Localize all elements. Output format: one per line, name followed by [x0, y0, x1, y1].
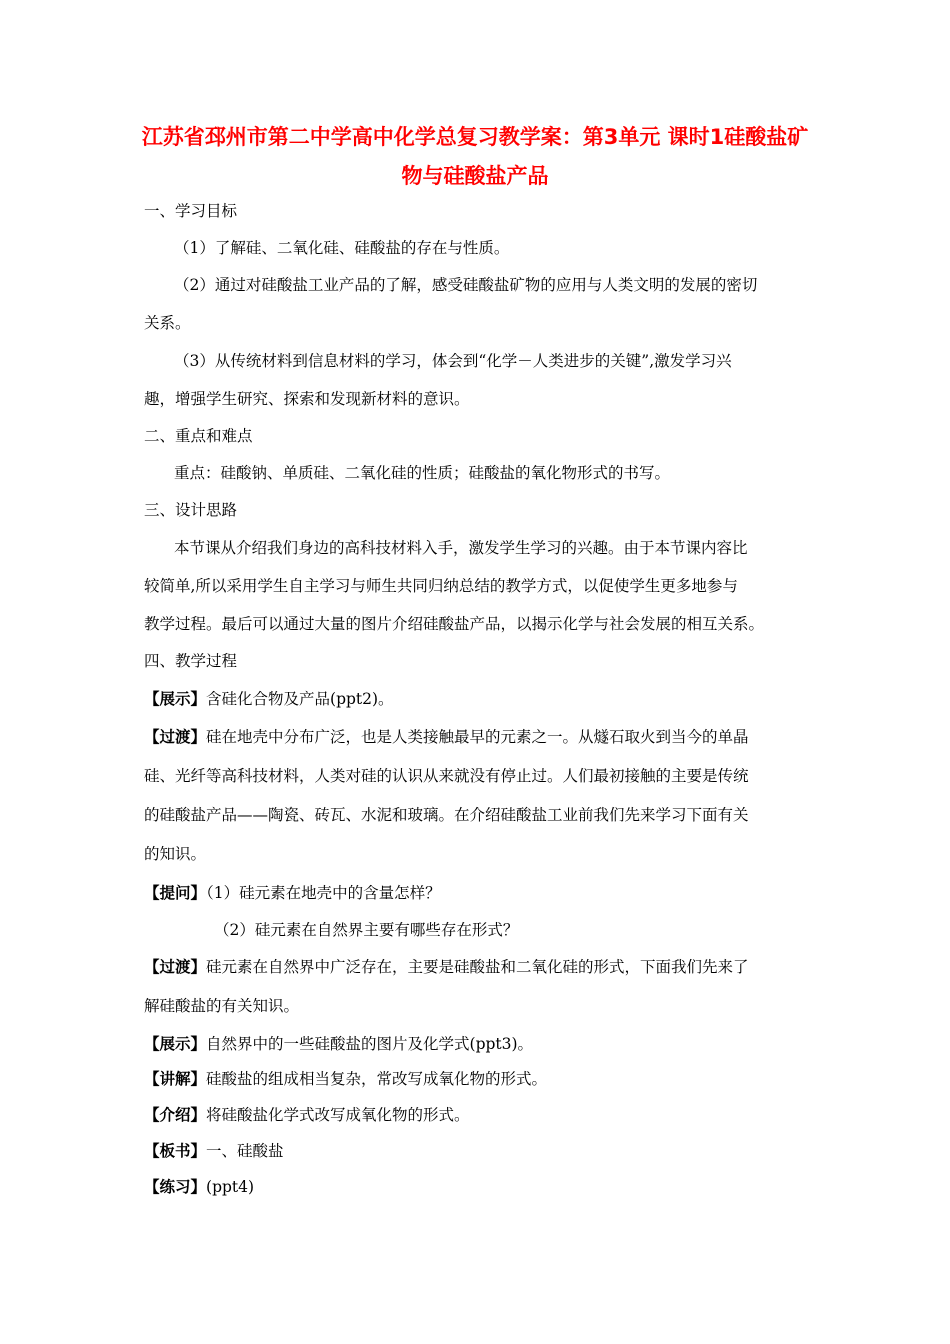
process-line [144, 805, 814, 825]
process-tag: 【展示】 [144, 690, 207, 708]
goal-3-line-1: （3）从传统材料到信息材料的学习，体会到“化学－人类进步的关键”,激发学习兴 [174, 352, 732, 370]
process-text: 的知识。 [144, 845, 207, 863]
process-text: 硅元素在自然界中广泛存在，主要是硅酸盐和二氧化硅的形式，下面我们先来了 [206, 958, 749, 976]
process-text: 含硅化合物及产品(ppt2)。 [206, 690, 394, 708]
process-line [144, 689, 814, 709]
process-line [144, 1177, 814, 1197]
process-line [144, 766, 814, 786]
key-points: 重点：硅酸钠、单质硅、二氧化硅的性质；硅酸盐的氧化物形式的书写。 [174, 464, 671, 482]
process-text: 解硅酸盐的有关知识。 [144, 997, 300, 1015]
goal-1: （1）了解硅、二氧化硅、硅酸盐的存在与性质。 [174, 239, 510, 257]
process-tag: 【介绍】 [144, 1106, 207, 1124]
process-line [144, 727, 814, 747]
section-heading-process: 四、教学过程 [144, 652, 238, 670]
process-tag: 【练习】 [144, 1178, 207, 1196]
process-text: （2）硅元素在自然界主要有哪些存在形式？ [214, 921, 519, 939]
section-heading-key-points: 二、重点和难点 [144, 427, 253, 445]
design-line-3: 教学过程。最后可以通过大量的图片介绍硅酸盐产品，以揭示化学与社会发展的相互关系。 [144, 615, 765, 633]
process-tag: 【板书】 [144, 1142, 207, 1160]
process-text: 硅在地壳中分布广泛，也是人类接触最早的元素之一。从燧石取火到当今的单晶 [206, 728, 749, 746]
design-line-2: 较简单,所以采用学生自主学习与师生共同归纳总结的教学方式，以促使学生更多地参与 [144, 577, 738, 595]
goal-3-line-2: 趣，增强学生研究、探索和发现新材料的意识。 [144, 390, 470, 408]
process-line [144, 996, 814, 1016]
section-heading-design: 三、设计思路 [144, 501, 238, 519]
process-text: 硅、光纤等高科技材料，人类对硅的认识从来就没有停止过。人们最初接触的主要是传统 [144, 767, 749, 785]
process-line [144, 1141, 814, 1161]
goal-2-line-2: 关系。 [144, 314, 191, 332]
goal-2-line-1: （2）通过对硅酸盐工业产品的了解，感受硅酸盐矿物的应用与人类文明的发展的密切 [174, 276, 758, 294]
process-text: 硅酸盐的组成相当复杂，常改写成氧化物的形式。 [206, 1070, 548, 1088]
process-text: 自然界中的一些硅酸盐的图片及化学式(ppt3)。 [206, 1035, 534, 1053]
process-text: （1）硅元素在地壳中的含量怎样？ [206, 884, 441, 902]
process-tag: 【展示】 [144, 1035, 207, 1053]
process-tag: 【过渡】 [144, 728, 207, 746]
process-tag: 【讲解】 [144, 1070, 207, 1088]
process-line [144, 1034, 814, 1054]
process-line [144, 883, 814, 903]
page-title: 江苏省邳州市第二中学高中化学总复习教学案：第3单元 课时1硅酸盐矿物与硅酸盐产品 [141, 125, 809, 188]
process-line [144, 1069, 814, 1089]
process-text: 将硅酸盐化学式改写成氧化物的形式。 [206, 1106, 470, 1124]
design-line-1: 本节课从介绍我们身边的高科技材料入手，激发学生学习的兴趣。由于本节课内容比 [174, 539, 748, 557]
process-text: 的硅酸盐产品——陶瓷、砖瓦、水泥和玻璃。在介绍硅酸盐工业前我们先来学习下面有关 [144, 806, 749, 824]
process-line [214, 920, 884, 940]
process-text: (ppt4) [206, 1178, 255, 1196]
section-heading-goals: 一、学习目标 [144, 202, 238, 220]
process-tag: 【提问】 [144, 884, 207, 902]
process-line [144, 1105, 814, 1125]
process-line [144, 957, 814, 977]
process-line [144, 844, 814, 864]
process-tag: 【过渡】 [144, 958, 207, 976]
process-text: 一、硅酸盐 [206, 1142, 284, 1160]
